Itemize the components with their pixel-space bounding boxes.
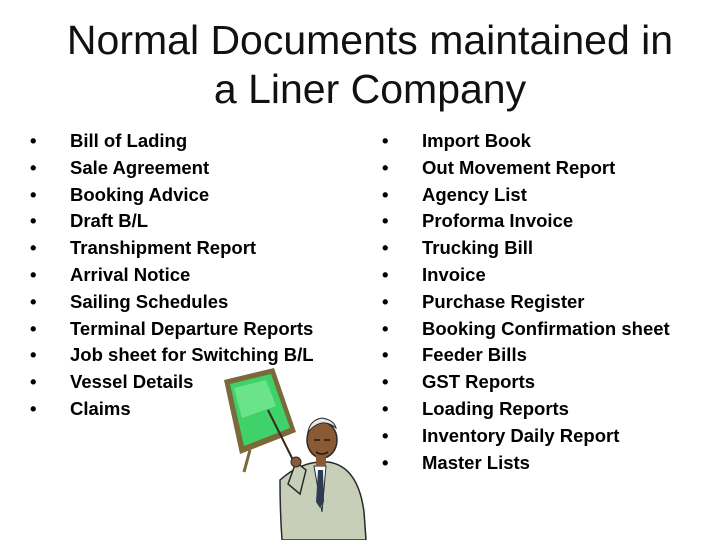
list-item xyxy=(382,128,722,155)
list-item-label: Job sheet for Switching B/L xyxy=(70,344,314,366)
list-item-label: Trucking Bill xyxy=(422,237,534,259)
list-item-label: Transhipment Report xyxy=(70,237,257,259)
bullet: • xyxy=(382,237,389,259)
bullet: • xyxy=(30,237,37,259)
list-item-label: Purchase Register xyxy=(422,290,585,312)
list-item-label: Out Movement Report xyxy=(422,156,616,178)
bullet: • xyxy=(30,130,37,151)
bullet: • xyxy=(382,290,389,312)
bullet: • xyxy=(382,210,389,232)
title-line-2: a Liner Company xyxy=(213,66,527,112)
bullet: • xyxy=(30,397,37,419)
bullet: • xyxy=(382,130,389,151)
list-item xyxy=(382,262,722,289)
list-item xyxy=(382,235,722,262)
list-item-label: Agency List xyxy=(422,183,527,205)
list-item xyxy=(382,316,722,343)
bullet: • xyxy=(30,156,37,178)
bullet: • xyxy=(382,451,389,473)
list-item-label: Terminal Departure Reports xyxy=(70,317,314,339)
list-item-label: Loading Reports xyxy=(422,397,569,419)
list-item-label: Booking Confirmation sheet xyxy=(422,317,670,339)
bullet: • xyxy=(30,210,37,232)
list-item-label: Invoice xyxy=(422,263,486,285)
list-item xyxy=(382,423,722,450)
list-item xyxy=(30,208,370,235)
list-item-label: Draft B/L xyxy=(70,210,149,232)
list-item-label: GST Reports xyxy=(422,371,536,393)
bullet: • xyxy=(382,397,389,419)
list-item-label: Arrival Notice xyxy=(70,263,191,285)
list-item xyxy=(382,369,722,396)
bullet: • xyxy=(382,317,389,339)
list-item xyxy=(30,155,370,182)
list-item xyxy=(382,396,722,423)
presenter-with-chalkboard-icon xyxy=(210,362,370,540)
list-item xyxy=(382,450,722,477)
bullet: • xyxy=(30,263,37,285)
bullet: • xyxy=(30,183,37,205)
list-item xyxy=(382,208,722,235)
list-item-label: Master Lists xyxy=(422,451,530,473)
list-item xyxy=(30,316,370,343)
bullet: • xyxy=(382,424,389,446)
list-item-label: Claims xyxy=(70,397,131,419)
bullet: • xyxy=(30,344,37,366)
list-item-label: Import Book xyxy=(422,130,531,151)
right-document-list xyxy=(382,128,722,476)
list-item-label: Vessel Details xyxy=(70,371,194,393)
list-item xyxy=(30,235,370,262)
title-line-1: Normal Documents maintained in xyxy=(66,17,674,63)
list-item-label: Booking Advice xyxy=(70,183,210,205)
bullet: • xyxy=(382,263,389,285)
list-item-label: Sailing Schedules xyxy=(70,290,229,312)
list-item xyxy=(382,182,722,209)
bullet: • xyxy=(30,317,37,339)
list-item-label: Proforma Invoice xyxy=(422,210,574,232)
list-item xyxy=(30,262,370,289)
list-item xyxy=(382,155,722,182)
list-item xyxy=(30,289,370,316)
bullet: • xyxy=(30,290,37,312)
bullet: • xyxy=(382,371,389,393)
list-item-label: Sale Agreement xyxy=(70,156,210,178)
list-item xyxy=(382,289,722,316)
list-item xyxy=(30,128,370,155)
list-item xyxy=(382,342,722,369)
list-item-label: Bill of Lading xyxy=(70,130,188,151)
list-item-label: Feeder Bills xyxy=(422,344,527,366)
chalkboard-icon xyxy=(224,368,296,472)
slide-title xyxy=(40,16,700,114)
bullet: • xyxy=(30,371,37,393)
list-item-label: Inventory Daily Report xyxy=(422,424,620,446)
bullet: • xyxy=(382,344,389,366)
bullet: • xyxy=(382,183,389,205)
list-item xyxy=(30,182,370,209)
bullet: • xyxy=(382,156,389,178)
